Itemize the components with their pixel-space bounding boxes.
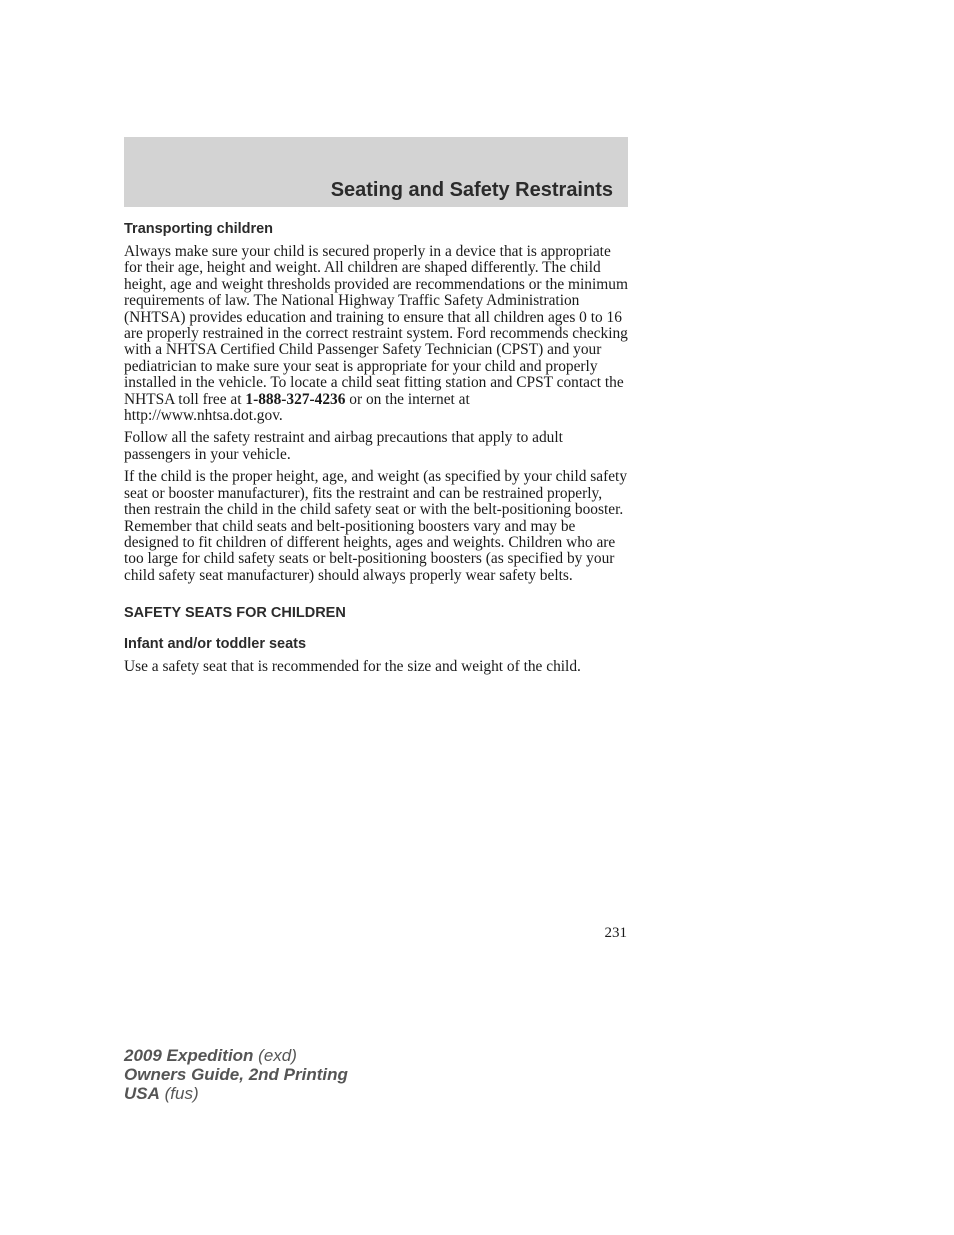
paragraph-text: Always make sure your child is secured properly in a device that is appropriate for their age, height and weight. All children are shaped differently. The child height, age and weight thresholds provided are recommendations or the minimum requirements of law. The National Highway Traffic Safety Administration (NHTSA) provides education and training to ensure that all children ages 0 to 16 are properly restrained in the correct restraint system. Ford recommends checking with a NHTSA Certified Child Passenger Safety Technician (CPST) and your pediatrician to make sure your seat is appropriate for your child and properly installed in the vehicle. To locate a child seat fitting station and CPST contact the NHTSA toll free at [124, 243, 628, 408]
page-content [124, 220, 630, 682]
footer-region-name: USA [124, 1084, 160, 1103]
footer-region-code: (fus) [159, 1084, 199, 1103]
page-number: 231 [604, 925, 627, 941]
paragraph-follow-precautions: Follow all the safety restraint and airbag precautions that apply to adult passengers in your vehicle. [124, 429, 563, 463]
chapter-title: Seating and Safety Restraints [330, 179, 613, 201]
footer-model-code: (exd) [253, 1046, 297, 1065]
footer-model-name: 2009 Expedition [124, 1046, 254, 1065]
heading-transporting-children: Transporting children [124, 221, 274, 237]
paragraph-proper-restraint: If the child is the proper height, age, and weight (as specified by your child safety seat or booster manufacturer), fits the restraint and can be restrained properly, then restrain the child in the child safety seat or with the belt-positioning booster. Remember that child seats and belt-positioning boosters vary and may be designed to fit children of different heights, ages and weights. Children who are too large for child safety seats or belt-positioning boosters (as specified by your child safety seat manufacturer) should always properly wear safety belts. [124, 468, 628, 584]
paragraph-text: or on the internet at http://www.nhtsa.dot.gov. [124, 390, 470, 425]
chapter-header-band [124, 137, 628, 207]
heading-safety-seats: SAFETY SEATS FOR CHILDREN [124, 605, 346, 622]
document-footer [124, 1046, 348, 1103]
footer-line-printing: Owners Guide, 2nd Printing [124, 1065, 348, 1084]
footer-line-model [124, 1046, 348, 1065]
footer-line-region [124, 1084, 348, 1103]
heading-infant-toddler-seats: Infant and/or toddler seats [124, 636, 307, 653]
paragraph-infant-seats: Use a safety seat that is recommended for the size and weight of the child. [124, 658, 581, 676]
nhtsa-phone-number: 1-888-327-4236 [245, 390, 346, 408]
paragraph-transporting-intro [124, 244, 630, 424]
